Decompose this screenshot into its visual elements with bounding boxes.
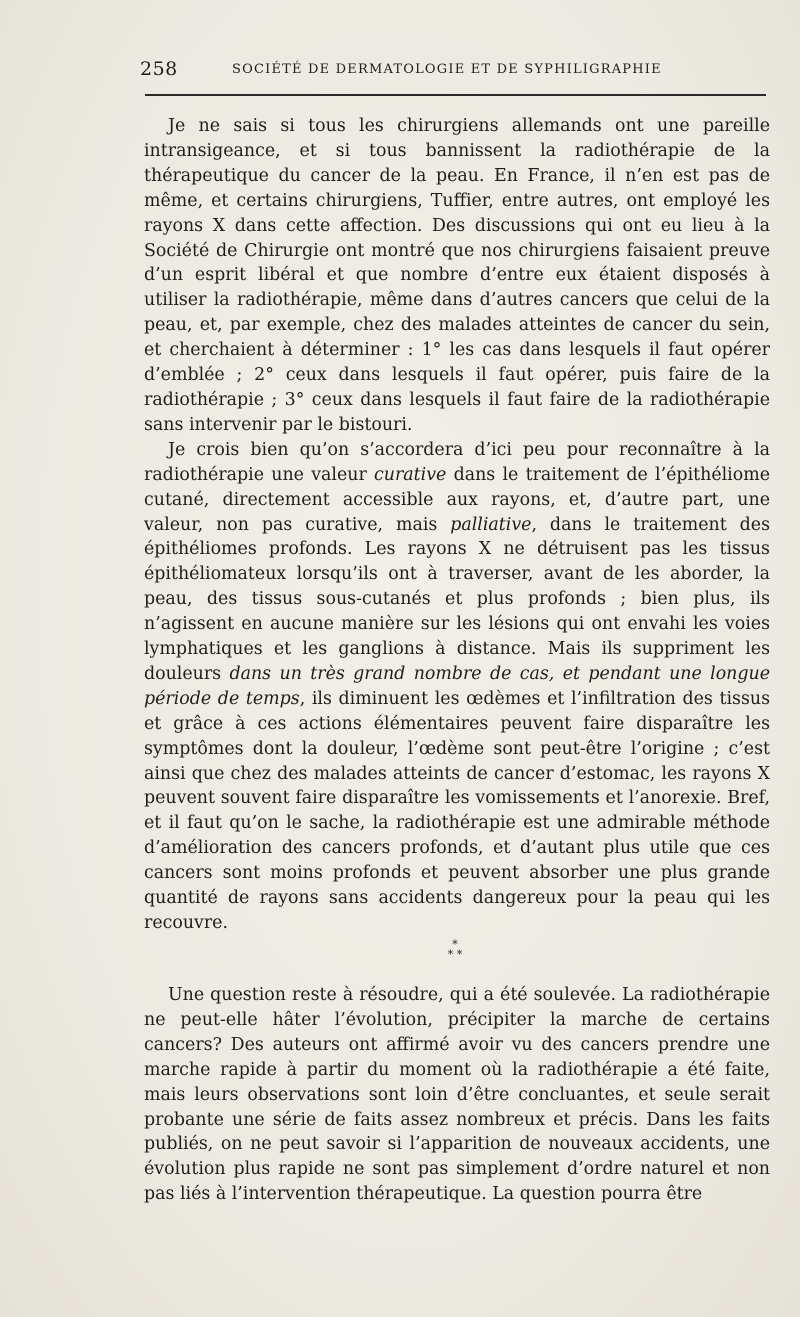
separator-star-top: * (452, 938, 458, 951)
paragraph-1: Je ne sais si tous les chirurgiens allemands ont une pareille intransigeance, et si tous bannissent la radiothérapie de la thérapeutique du cancer de la peau. En France, il n’en est pas de même, et certains chirurgiens, Tuffier, entre autres, ont employé les rayons X dans cette affection. Des discussions qui ont eu lieu à la Société de Chirurgie ont montré que nos chirurgiens faisaient preuve d’un esprit libéral et que nombre d’entre eux étaient disposés à utiliser la radiothérapie, même dans d’autres cancers que celui de la peau, et, par exemple, chez des malades atteintes de cancer du sein, et cherchaient à déterminer : 1° les cas dans lesquels il faut opérer d’emblée ; 2° ceux dans lesquels il faut opérer, puis faire de la radiothérapie ; 3° ceux dans lesquels il faut faire de la radiothérapie sans intervenir par le bistouri. (144, 116, 770, 435)
paragraph-3: Une question reste à résoudre, qui a été soulevée. La radiothérapie ne peut-elle hâter l’évolution, précipiter la marche de certains cancers? Des auteurs ont affirmé avoir vu des cancers prendre une marche rapide à partir du moment où la radiothérapie a été faite, mais leurs observations sont loin d’être concluantes, et seule serait probante une série de faits assez nombreux et précis. Dans les faits publiés, on ne peut savoir si l’apparition de nouveaux accidents, une évolution plus rapide ne sont pas simplement d’ordre naturel et non pas liés à l’intervention thérapeutique. La question pourra être (144, 985, 770, 1205)
header-rule (145, 94, 766, 96)
section-separator (430, 940, 480, 970)
paragraph-2 (144, 438, 770, 936)
separator-stars-bottom: * * (447, 948, 463, 961)
paragraph-2-text-a: Je crois bien qu’on s’accordera d’ici peu pour reconnaître à la radiothérapie une valeur (144, 439, 770, 485)
main-text-continued (144, 983, 770, 1207)
paragraph-2-italic-phrase: dans un très grand nombre de cas, et pendant une longue période de temps (144, 663, 771, 709)
page-number: 258 (140, 58, 178, 80)
paragraph-2-italic-palliative: palliative (450, 514, 532, 535)
running-head: SOCIÉTÉ DE DERMATOLOGIE ET DE SYPHILIGRAPHIE (232, 62, 662, 77)
paragraph-2-italic-curative: curative (374, 464, 447, 485)
paragraph-2-text-e: , dans le traitement des épithéliomes profonds. Les rayons X ne détruisent pas les tissus épithéliomateux lorsqu’ils ont à traverser, avant de les aborder, la peau, des tissus sous-cutanés et plus profonds ; bien plus, ils n’agissent en aucune manière sur les lésions qui ont envahi les voies lymphatiques et les ganglions à distance. Mais ils suppriment les douleurs (144, 514, 771, 684)
paragraph-2-text-g: , ils diminuent les œdèmes et l’infiltration des tissus et grâce à ces actions élémentaires peuvent faire disparaître les symptômes dont la douleur, l’œdème sont peut-être l’origine ; c’est ainsi que chez des malades atteints de cancer d’estomac, les rayons X peuvent souvent faire disparaître les vomissements et l’anorexie. Bref, et il faut qu’on le sache, la radiothérapie est une admirable méthode d’amélioration des cancers profonds, et d’autant plus utile que ces cancers sont moins profonds et peuvent absorber une plus grande quantité de rayons sans accidents dangereux pour la peau qui les recouvre. (144, 688, 770, 933)
main-text (144, 114, 770, 936)
paragraph-2-text-c: dans le traitement de l’épithéliome cutané, directement accessible aux rayons, et, d’autre part, une valeur, non pas curative, mais (144, 464, 770, 535)
page-header (140, 58, 766, 84)
